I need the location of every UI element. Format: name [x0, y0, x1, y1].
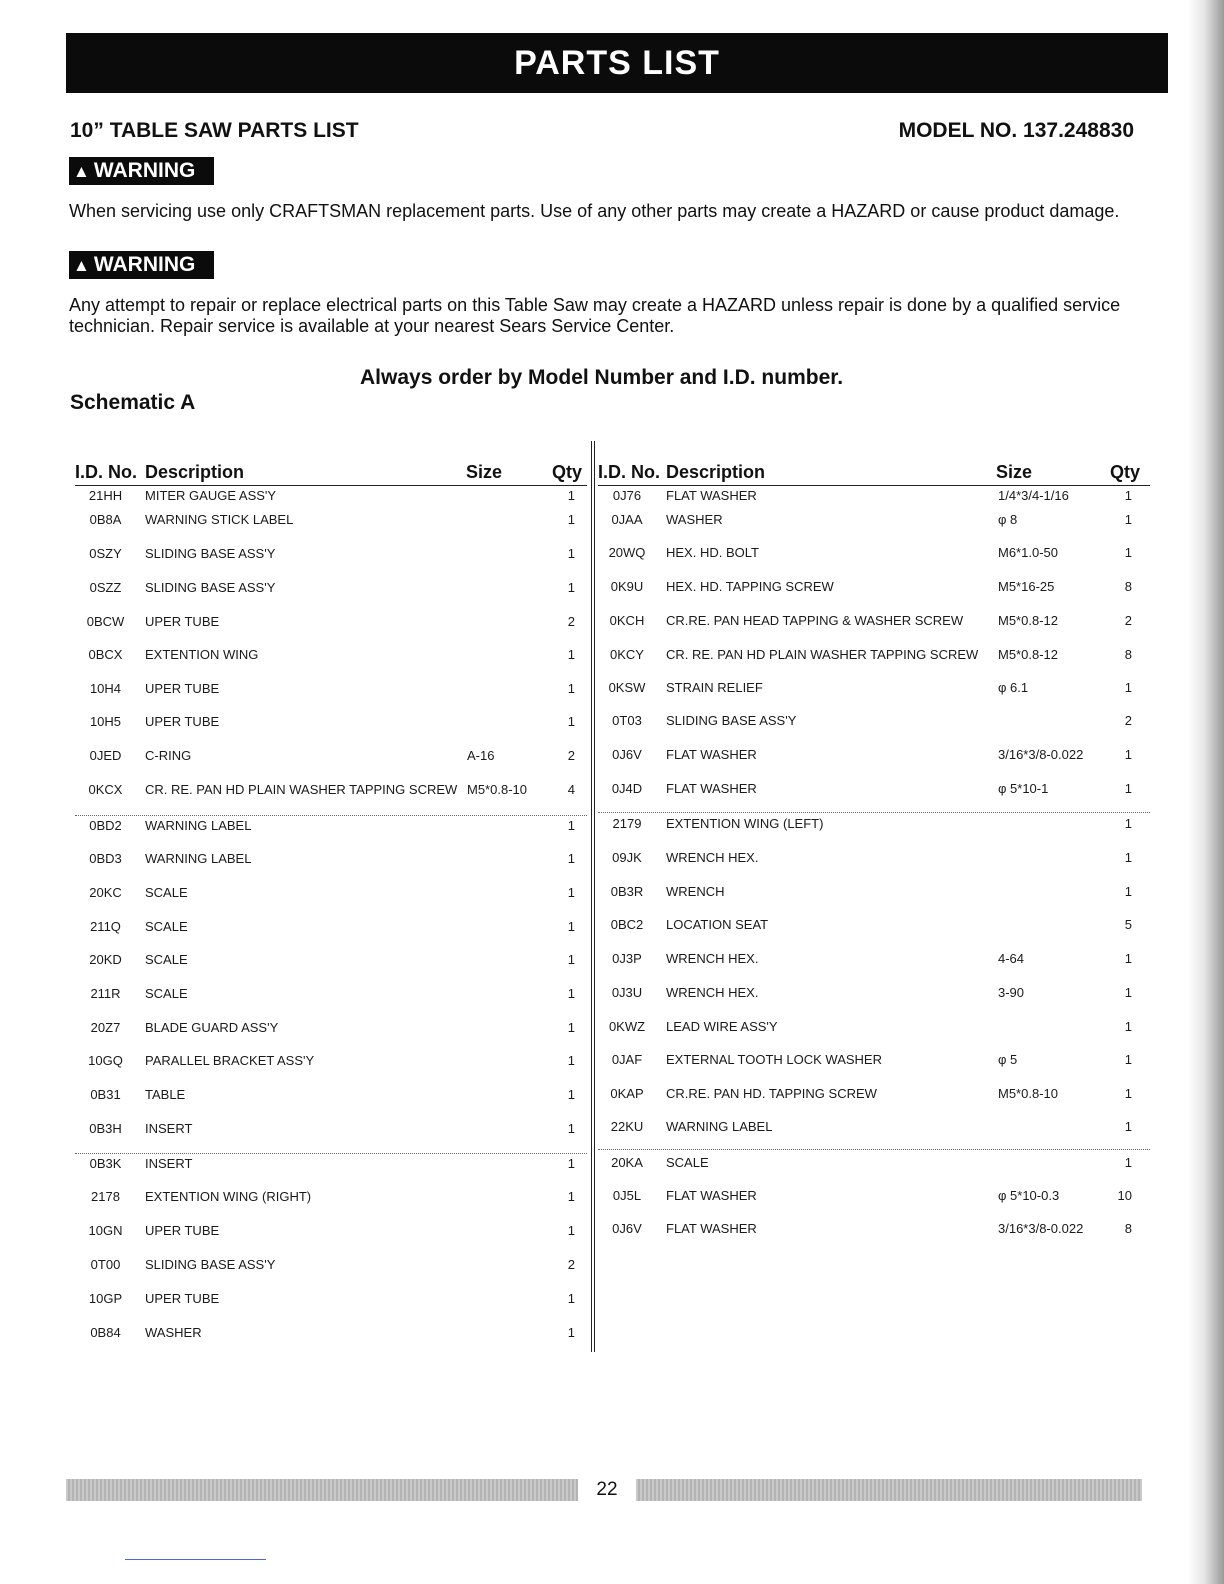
part-id: 0KCX [88, 782, 123, 797]
part-size: A-16 [467, 748, 495, 763]
part-id: 22KU [610, 1119, 644, 1134]
part-qty: 1 [567, 1189, 575, 1204]
part-qty: 1 [567, 488, 575, 503]
part-qty: 1 [567, 1223, 575, 1238]
part-qty: 1 [1124, 545, 1132, 560]
part-qty: 1 [567, 818, 575, 833]
part-size: M5*0.8-12 [998, 647, 1058, 662]
scan-edge-shadow [1188, 0, 1224, 1584]
part-size: 4-64 [998, 951, 1025, 966]
part-id: 0J4D [611, 781, 643, 796]
part-size: 3/16*3/8-0.022 [998, 747, 1084, 762]
part-id: 0BCW [86, 614, 125, 629]
part-qty: 1 [1124, 680, 1132, 695]
part-qty: 1 [567, 885, 575, 900]
part-description: HEX. HD. BOLT [666, 545, 759, 560]
part-description: EXTENTION WING [145, 647, 259, 662]
part-size: M5*0.8-12 [998, 613, 1058, 628]
part-size: 3/16*3/8-0.022 [998, 1221, 1084, 1236]
part-id: 0B3R [610, 884, 644, 899]
part-id: 20KC [89, 885, 122, 900]
part-qty: 1 [567, 512, 575, 527]
part-description: BLADE GUARD ASS'Y [145, 1020, 279, 1035]
part-qty: 4 [567, 782, 575, 797]
part-id: 20KD [89, 952, 122, 967]
part-description: CR. RE. PAN HD PLAIN WASHER TAPPING SCREW [666, 647, 979, 662]
part-description: WRENCH HEX. [666, 850, 759, 865]
warning-badge [69, 157, 214, 185]
part-description: WARNING STICK LABEL [145, 512, 294, 527]
part-qty: 2 [567, 614, 575, 629]
part-qty: 8 [1124, 1221, 1132, 1236]
part-qty: 1 [567, 1087, 575, 1102]
part-id: 0BC2 [610, 917, 644, 932]
part-qty: 1 [567, 681, 575, 696]
part-size: φ 8 [998, 512, 1018, 527]
part-description: WRENCH HEX. [666, 951, 759, 966]
part-id: 10GQ [88, 1053, 123, 1068]
part-id: 0B84 [90, 1325, 121, 1340]
part-description: CR. RE. PAN HD PLAIN WASHER TAPPING SCREW [145, 782, 458, 797]
part-qty: 1 [567, 647, 575, 662]
part-id: 0J5L [612, 1188, 642, 1203]
part-qty: 8 [1124, 579, 1132, 594]
part-id: 10H4 [89, 681, 122, 696]
part-id: 2179 [612, 816, 642, 831]
part-id: 0J3U [611, 985, 643, 1000]
part-id: 0J6V [612, 1221, 642, 1236]
part-qty: 1 [1124, 1052, 1132, 1067]
part-description: FLAT WASHER [666, 747, 757, 762]
header-qty: Qty [552, 462, 583, 482]
part-description: SCALE [145, 919, 188, 934]
part-description: EXTENTION WING (LEFT) [666, 816, 824, 831]
part-qty: 2 [1124, 613, 1132, 628]
header-rule [75, 485, 587, 486]
part-description: SLIDING BASE ASS'Y [145, 1257, 276, 1272]
part-qty: 1 [567, 919, 575, 934]
part-description: HEX. HD. TAPPING SCREW [666, 579, 834, 594]
part-id: 0B3K [89, 1156, 122, 1171]
model-number: MODEL NO. 137.248830 [898, 119, 1134, 142]
part-id: 0JED [89, 748, 122, 763]
part-id: 20Z7 [90, 1020, 121, 1035]
part-qty: 1 [1124, 747, 1132, 762]
part-size: M6*1.0-50 [998, 545, 1058, 560]
part-qty: 1 [1124, 1086, 1132, 1101]
part-description: SCALE [145, 885, 188, 900]
page-banner: PARTS LIST [66, 33, 1168, 93]
part-qty: 1 [1124, 850, 1132, 865]
part-id: 0BD3 [89, 851, 122, 866]
part-description: WARNING LABEL [145, 851, 252, 866]
warning-text-electrical: Any attempt to repair or replace electrical parts on this Table Saw may create a HAZARD unless repair is done by a qualified service technician. Repair service is available at your nearest Sears Service Center. [69, 295, 1121, 336]
part-description: FLAT WASHER [666, 1188, 757, 1203]
part-qty: 1 [567, 1121, 575, 1136]
part-id: 10GN [88, 1223, 123, 1238]
part-id: 0BD2 [89, 818, 122, 833]
header-id: I.D. No. [75, 462, 137, 482]
part-description: SCALE [666, 1155, 709, 1170]
header-description: Description [145, 462, 245, 482]
part-description: MITER GAUGE ASS'Y [145, 488, 277, 503]
part-size: M5*0.8-10 [998, 1086, 1058, 1101]
warning-badge [69, 251, 214, 279]
part-id: 0B8A [89, 512, 122, 527]
group-separator [75, 815, 587, 816]
part-description: PARALLEL BRACKET ASS'Y [145, 1053, 315, 1068]
part-description: UPER TUBE [145, 1223, 220, 1238]
part-description: WARNING LABEL [145, 818, 252, 833]
part-qty: 5 [1124, 917, 1132, 932]
part-id: 0KCY [610, 647, 644, 662]
warning-label: WARNING [93, 159, 196, 182]
header-size: Size [996, 462, 1033, 482]
part-qty: 1 [567, 1020, 575, 1035]
part-description: TABLE [145, 1087, 186, 1102]
part-id: 0JAF [611, 1052, 643, 1067]
header-rule [598, 485, 1150, 486]
part-id: 0B31 [90, 1087, 121, 1102]
part-description: SLIDING BASE ASS'Y [145, 580, 276, 595]
part-qty: 1 [567, 546, 575, 561]
part-qty: 1 [1124, 985, 1132, 1000]
part-size: M5*16-25 [998, 579, 1055, 594]
part-description: UPER TUBE [145, 681, 220, 696]
part-id: 0KSW [608, 680, 646, 695]
part-id: 0BCX [88, 647, 123, 662]
part-description: UPER TUBE [145, 714, 220, 729]
group-separator [598, 1149, 1150, 1150]
part-qty: 1 [567, 580, 575, 595]
part-description: FLAT WASHER [666, 488, 757, 503]
part-qty: 8 [1124, 647, 1132, 662]
bottom-rule [125, 1559, 266, 1560]
part-qty: 2 [1124, 713, 1132, 728]
part-description: STRAIN RELIEF [666, 680, 763, 695]
part-id: 0T00 [90, 1257, 121, 1272]
part-description: EXTENTION WING (RIGHT) [145, 1189, 312, 1204]
part-description: FLAT WASHER [666, 1221, 757, 1236]
schematic-label: Schematic A [70, 391, 196, 414]
part-description: SLIDING BASE ASS'Y [666, 713, 797, 728]
part-qty: 1 [567, 851, 575, 866]
footer-bar [66, 1479, 578, 1501]
warning-label: WARNING [93, 253, 196, 276]
page-number: 22 [596, 1479, 618, 1500]
part-qty: 1 [567, 986, 575, 1001]
part-description: SCALE [145, 986, 188, 1001]
part-id: 10H5 [89, 714, 122, 729]
part-qty: 1 [567, 1291, 575, 1306]
part-description: WRENCH HEX. [666, 985, 759, 1000]
part-id: 0SZZ [89, 580, 122, 595]
part-description: FLAT WASHER [666, 781, 757, 796]
header-qty: Qty [1110, 462, 1141, 482]
part-size: 3-90 [998, 985, 1025, 1000]
warning-triangle-icon: ▲ [73, 256, 90, 275]
part-description: WASHER [145, 1325, 202, 1340]
part-size: φ 5*10-1 [998, 781, 1049, 796]
warning-text-parts: When servicing use only CRAFTSMAN replacement parts. Use of any other parts may create a HAZARD or cause product damage. [69, 201, 1120, 221]
part-qty: 1 [1124, 884, 1132, 899]
part-qty: 1 [1124, 1019, 1132, 1034]
part-description: LEAD WIRE ASS'Y [666, 1019, 778, 1034]
part-description: CR.RE. PAN HEAD TAPPING & WASHER SCREW [666, 613, 964, 628]
part-qty: 1 [567, 714, 575, 729]
part-id: 211Q [90, 919, 121, 934]
part-description: SCALE [145, 952, 188, 967]
part-description: SLIDING BASE ASS'Y [145, 546, 276, 561]
part-qty: 1 [1124, 512, 1132, 527]
part-id: 0J3P [612, 951, 642, 966]
header-id: I.D. No. [598, 462, 660, 482]
part-size: M5*0.8-10 [467, 782, 527, 797]
part-id: 0B3H [89, 1121, 122, 1136]
part-description: EXTERNAL TOOTH LOCK WASHER [666, 1052, 882, 1067]
part-id: 09JK [612, 850, 642, 865]
part-description: WRENCH [666, 884, 725, 899]
part-qty: 10 [1117, 1188, 1132, 1203]
part-id: 2178 [91, 1189, 120, 1204]
part-size: φ 5 [998, 1052, 1018, 1067]
part-qty: 1 [567, 1053, 575, 1068]
part-description: LOCATION SEAT [666, 917, 769, 932]
part-description: UPER TUBE [145, 1291, 220, 1306]
part-id: 21HH [88, 488, 123, 503]
footer-bar [636, 1479, 1142, 1501]
part-size: 1/4*3/4-1/16 [998, 488, 1069, 503]
group-separator [75, 1153, 587, 1154]
part-id: 211R [90, 986, 121, 1001]
group-separator [598, 812, 1150, 813]
part-qty: 2 [567, 748, 575, 763]
part-description: C-RING [145, 748, 192, 763]
part-qty: 1 [1124, 781, 1132, 796]
header-size: Size [466, 462, 503, 482]
header-description: Description [666, 462, 766, 482]
part-size: φ 5*10-0.3 [998, 1188, 1060, 1203]
part-qty: 1 [1124, 816, 1132, 831]
part-id: 0J6V [612, 747, 642, 762]
part-id: 20KA [611, 1155, 643, 1170]
part-qty: 1 [1124, 1155, 1132, 1170]
part-qty: 1 [567, 1325, 575, 1340]
part-id: 0KAP [610, 1086, 644, 1101]
part-description: WASHER [666, 512, 723, 527]
part-description: INSERT [145, 1156, 193, 1171]
part-qty: 1 [567, 952, 575, 967]
part-size: φ 6.1 [998, 680, 1029, 695]
part-id: 10GP [88, 1291, 123, 1306]
part-id: 0SZY [89, 546, 122, 561]
part-id: 0JAA [611, 512, 643, 527]
part-id: 0J76 [612, 488, 642, 503]
order-note: Always order by Model Number and I.D. number. [360, 366, 844, 389]
column-divider [591, 441, 595, 1352]
part-id: 0T03 [612, 713, 642, 728]
part-description: INSERT [145, 1121, 193, 1136]
parts-list-title: 10” TABLE SAW PARTS LIST [70, 119, 359, 142]
part-id: 0KWZ [608, 1019, 646, 1034]
part-qty: 1 [1124, 951, 1132, 966]
part-id: 0K9U [610, 579, 644, 594]
part-description: WARNING LABEL [666, 1119, 773, 1134]
part-id: 0KCH [609, 613, 645, 628]
part-qty: 1 [567, 1156, 575, 1171]
part-description: UPER TUBE [145, 614, 220, 629]
warning-triangle-icon: ▲ [73, 162, 90, 181]
part-description: CR.RE. PAN HD. TAPPING SCREW [666, 1086, 877, 1101]
part-qty: 2 [567, 1257, 575, 1272]
part-id: 20WQ [608, 545, 646, 560]
part-qty: 1 [1124, 1119, 1132, 1134]
part-qty: 1 [1124, 488, 1132, 503]
